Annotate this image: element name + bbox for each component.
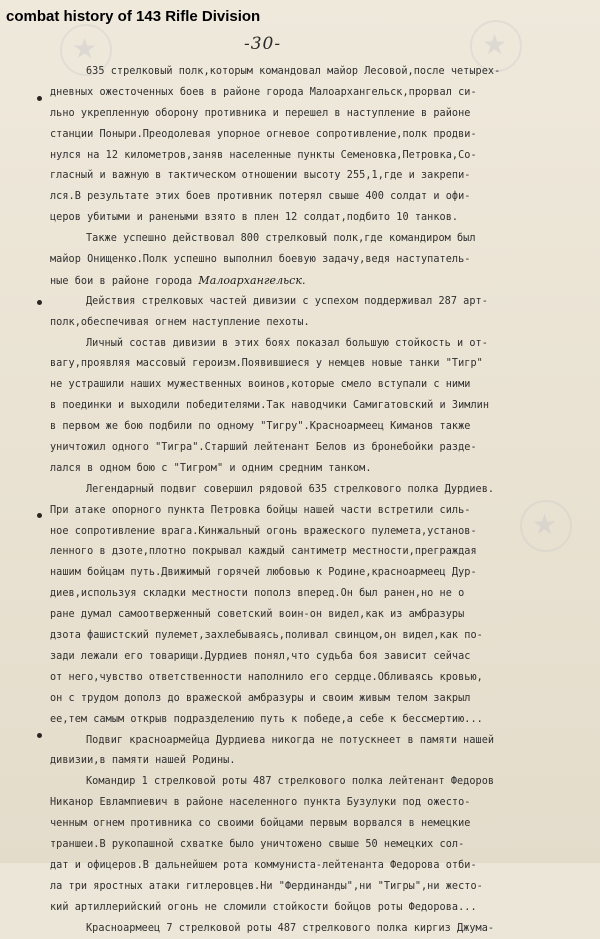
text-line bbox=[50, 417, 584, 438]
text-line-content: кий артиллерийский огонь не сломили стойкости бойцов роты Федорова... bbox=[50, 901, 477, 913]
text-line bbox=[50, 605, 584, 626]
text-line-content: не устрашили наших мужественных воинов,которые смело вступали с ними bbox=[50, 379, 471, 391]
text-line bbox=[50, 563, 584, 584]
text-line-content: церов убитыми и ранеными взято в плен 12 солдат,подбито 10 танков. bbox=[50, 212, 459, 224]
text-line-content: лся.В результате этих боев противник потерял свыше 400 солдат и офи- bbox=[50, 191, 471, 203]
text-line-content: ране думал самоотверженный советский воин-он видел,как из амбразуры bbox=[50, 609, 465, 621]
text-line bbox=[50, 354, 584, 375]
text-line bbox=[50, 751, 584, 772]
text-line-content: Никанор Евлампиевич в районе населенного пункта Бузулуки под ожесто- bbox=[50, 797, 471, 809]
text-line-content: в первом же бою подбили по одному "Тигру".Красноармеец Киманов также bbox=[50, 421, 471, 433]
text-line bbox=[50, 229, 584, 250]
text-line bbox=[50, 814, 584, 835]
text-line-content: в поединки и выходили победителями.Так наводчики Самигатовский и Зимлин bbox=[50, 400, 490, 412]
text-line-content: При атаке опорного пункта Петровка бойцы нашей части встретили силь- bbox=[50, 504, 471, 516]
binder-hole bbox=[37, 300, 42, 305]
text-line bbox=[50, 877, 584, 898]
document-caption: combat history of 143 Rifle Division bbox=[6, 8, 261, 25]
text-line bbox=[50, 146, 584, 167]
binder-hole bbox=[37, 96, 42, 101]
text-line bbox=[50, 334, 584, 355]
text-line-content: нулся на 12 километров,заняв населенные пункты Семеновка,Петровка,Со- bbox=[50, 149, 477, 161]
text-line bbox=[50, 250, 584, 271]
text-line-content: 635 стрелковый полк,которым командовал майор Лесовой,после четырех- bbox=[86, 66, 501, 77]
text-line bbox=[50, 731, 584, 752]
text-line-content: ла три яростных атаки гитлеровцев.Ни "Фердинанды",ни "Тигры",ни жесто- bbox=[50, 880, 483, 892]
document-body bbox=[50, 62, 584, 939]
page-number: -30- bbox=[244, 34, 282, 54]
text-line bbox=[50, 375, 584, 396]
text-line bbox=[50, 271, 584, 292]
text-line-content: ченным огнем противника со своими бойцами первым ворвался в немецкие bbox=[50, 818, 471, 830]
text-line bbox=[50, 689, 584, 710]
text-line bbox=[50, 459, 584, 480]
text-line bbox=[50, 647, 584, 668]
text-line bbox=[50, 856, 584, 877]
text-line bbox=[50, 83, 584, 104]
text-line-content: ленного в дзоте,плотно покрывал каждый сантиметр местности,преграждая bbox=[50, 546, 477, 558]
text-line-content: ные бои в районе города bbox=[50, 275, 199, 287]
text-line-content: дневных ожесточенных боев в районе города Малоархангельск,прорвал си- bbox=[50, 86, 477, 98]
handwritten-insert: Малоархангельск. bbox=[198, 273, 306, 287]
text-line bbox=[50, 710, 584, 731]
text-line bbox=[50, 438, 584, 459]
text-line bbox=[50, 501, 584, 522]
text-line bbox=[50, 166, 584, 187]
text-line-content: он с трудом дополз до вражеской амбразуры и своим живым телом закрыл bbox=[50, 692, 471, 704]
text-line-content: вагу,проявляя массовый героизм.Появившиеся у немцев новые танки "Тигр" bbox=[50, 358, 483, 370]
text-line-content: Подвиг красноармейца Дурдиева никогда не потускнеет в памяти нашей bbox=[86, 734, 495, 746]
text-line-content: траншеи.В рукопашной схватке было уничтожено свыше 50 немецких сол- bbox=[50, 838, 465, 850]
text-line-content: уничтожил одного "Тигра".Старший лейтенант Белов из бронебойки разде- bbox=[50, 442, 477, 454]
text-line-content: станции Поныри.Преодолевая упорное огневое сопротивление,полк продви- bbox=[50, 128, 477, 140]
text-line bbox=[50, 208, 584, 229]
text-line-content: зади лежали его товарищи.Дурдиев понял,что судьба боя зависит сейчас bbox=[50, 650, 471, 662]
text-line bbox=[50, 187, 584, 208]
text-line-content: майор Онищенко.Полк успешно выполнил боевую задачу,ведя наступатель- bbox=[50, 254, 471, 266]
text-line bbox=[50, 898, 584, 919]
text-line-content: гласный и важную в тактическом отношении высоту 255,1,где и закрепи- bbox=[50, 170, 471, 182]
text-line-content: диев,используя складки местности пополз вперед.Он был ранен,но не о bbox=[50, 588, 465, 600]
text-line bbox=[50, 522, 584, 543]
text-line-content: Действия стрелковых частей дивизии с успехом поддерживал 287 арт- bbox=[86, 295, 488, 307]
text-line-content: Легендарный подвиг совершил рядовой 635 стрелкового полка Дурдиев. bbox=[86, 483, 495, 495]
text-line-content: полк,обеспечивая огнем наступление пехоты. bbox=[50, 316, 310, 328]
text-line bbox=[50, 772, 584, 793]
text-line-content: Красноармеец 7 стрелковой роты 487 стрелкового полка киргиз Джума- bbox=[86, 922, 495, 934]
text-line bbox=[50, 793, 584, 814]
text-line bbox=[50, 835, 584, 856]
text-line bbox=[50, 584, 584, 605]
text-line-content: ное сопротивление врага.Кинжальный огонь вражеского пулемета,установ- bbox=[50, 525, 477, 537]
text-line bbox=[50, 919, 584, 939]
text-line bbox=[50, 62, 584, 83]
text-line bbox=[50, 313, 584, 334]
text-line-content: дзота фашистский пулемет,захлебываясь,поливал свинцом,он видел,как по- bbox=[50, 630, 483, 642]
text-line-content: Личный состав дивизии в этих боях показал большую стойкость и от- bbox=[86, 337, 488, 349]
text-line bbox=[50, 104, 584, 125]
text-line-content: от него,чувство ответственности наполнило его сердце.Обливаясь кровью, bbox=[50, 671, 483, 683]
text-line-content: Также успешно действовал 800 стрелковый полк,где командиром был bbox=[86, 233, 476, 245]
text-line bbox=[50, 626, 584, 647]
text-line bbox=[50, 542, 584, 563]
text-line-content: дивизии,в памяти нашей Родины. bbox=[50, 755, 236, 767]
text-line bbox=[50, 292, 584, 313]
text-line-content: Командир 1 стрелковой роты 487 стрелкового полка лейтенант Федоров bbox=[86, 776, 495, 788]
binder-hole bbox=[37, 513, 42, 518]
text-line bbox=[50, 396, 584, 417]
text-line bbox=[50, 668, 584, 689]
text-line bbox=[50, 480, 584, 501]
binder-hole bbox=[37, 733, 42, 738]
text-line-content: нашим бойцам путь.Движимый горячей любовью к Родине,красноармеец Дур- bbox=[50, 567, 477, 579]
text-line-content: ее,тем самым открыв подразделению путь к победе,а себе к бессмертию... bbox=[50, 713, 483, 725]
text-line-content: дат и офицеров.В дальнейшем рота коммуниста-лейтенанта Федорова отби- bbox=[50, 859, 477, 871]
text-line-content: лался в одном бою с "Тигром" и одним средним танком. bbox=[50, 462, 372, 474]
text-line bbox=[50, 125, 584, 146]
text-line-content: льно укрепленную оборону противника и перешел в наступление в районе bbox=[50, 107, 471, 119]
